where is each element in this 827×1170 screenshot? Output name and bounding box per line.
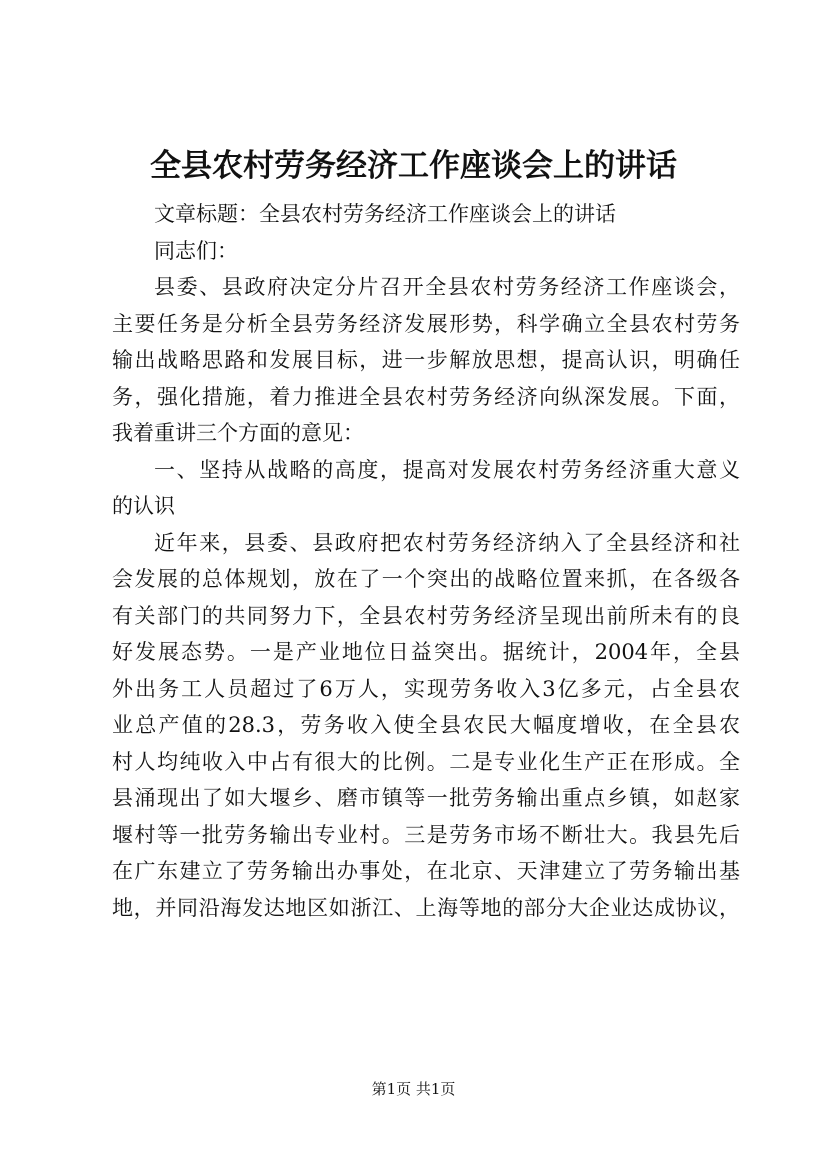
text-line: 堰村等一批劳务输出专业村。三是劳务市场不断壮大。我县先后 [112, 822, 740, 847]
text-line: 有关部门的共同努力下，全县农村劳务经济呈现出前所未有的良 [112, 603, 740, 628]
text-line: 主要任务是分析全县劳务经济发展形势，科学确立全县农村劳务 [112, 311, 740, 336]
text-line: 在广东建立了劳务输出办事处，在北京、天津建立了劳务输出基 [112, 859, 740, 883]
text-line: 的认识 [112, 494, 175, 518]
text-line: 外出务工人员超过了6万人，实现劳务收入3亿多元，占全县农 [112, 676, 740, 701]
text-line: 村人均纯收入中占有很大的比例。二是专业化生产正在形成。全 [112, 749, 740, 774]
text-line: 业总产值的28.3，劳务收入使全县农民大幅度增收，在全县农 [112, 713, 740, 737]
text-line: 地，并同沿海发达地区如浙江、上海等地的部分大企业达成协议， [112, 895, 740, 920]
text-line: 我着重讲三个方面的意见： [112, 421, 364, 445]
document-body [112, 196, 740, 926]
text-line: 务，强化措施，着力推进全县农村劳务经济向纵深发展。下面， [112, 384, 740, 409]
page-footer: 第1页 共1页 [371, 1080, 456, 1098]
text-line: 近年来，县委、县政府把农村劳务经济纳入了全县经济和社 [154, 530, 740, 555]
text-line: 输出战略思路和发展目标，进一步解放思想，提高认识，明确任 [112, 348, 740, 372]
text-line: 县涌现出了如大堰乡、磨市镇等一批劳务输出重点乡镇，如赵家 [112, 786, 740, 810]
text-line: 县委、县政府决定分片召开全县农村劳务经济工作座谈会， [154, 275, 740, 299]
text-line: 同志们： [154, 238, 238, 263]
text-line: 一、坚持从战略的高度，提高对发展农村劳务经济重大意义 [154, 457, 740, 482]
text-line: 文章标题：全县农村劳务经济工作座谈会上的讲话 [154, 202, 616, 226]
document-title: 全县农村劳务经济工作座谈会上的讲话 [150, 148, 677, 184]
text-line: 好发展态势。一是产业地位日益突出。据统计，2004年，全县 [112, 640, 740, 664]
text-line: 会发展的总体规划，放在了一个突出的战略位置来抓，在各级各 [112, 567, 740, 591]
